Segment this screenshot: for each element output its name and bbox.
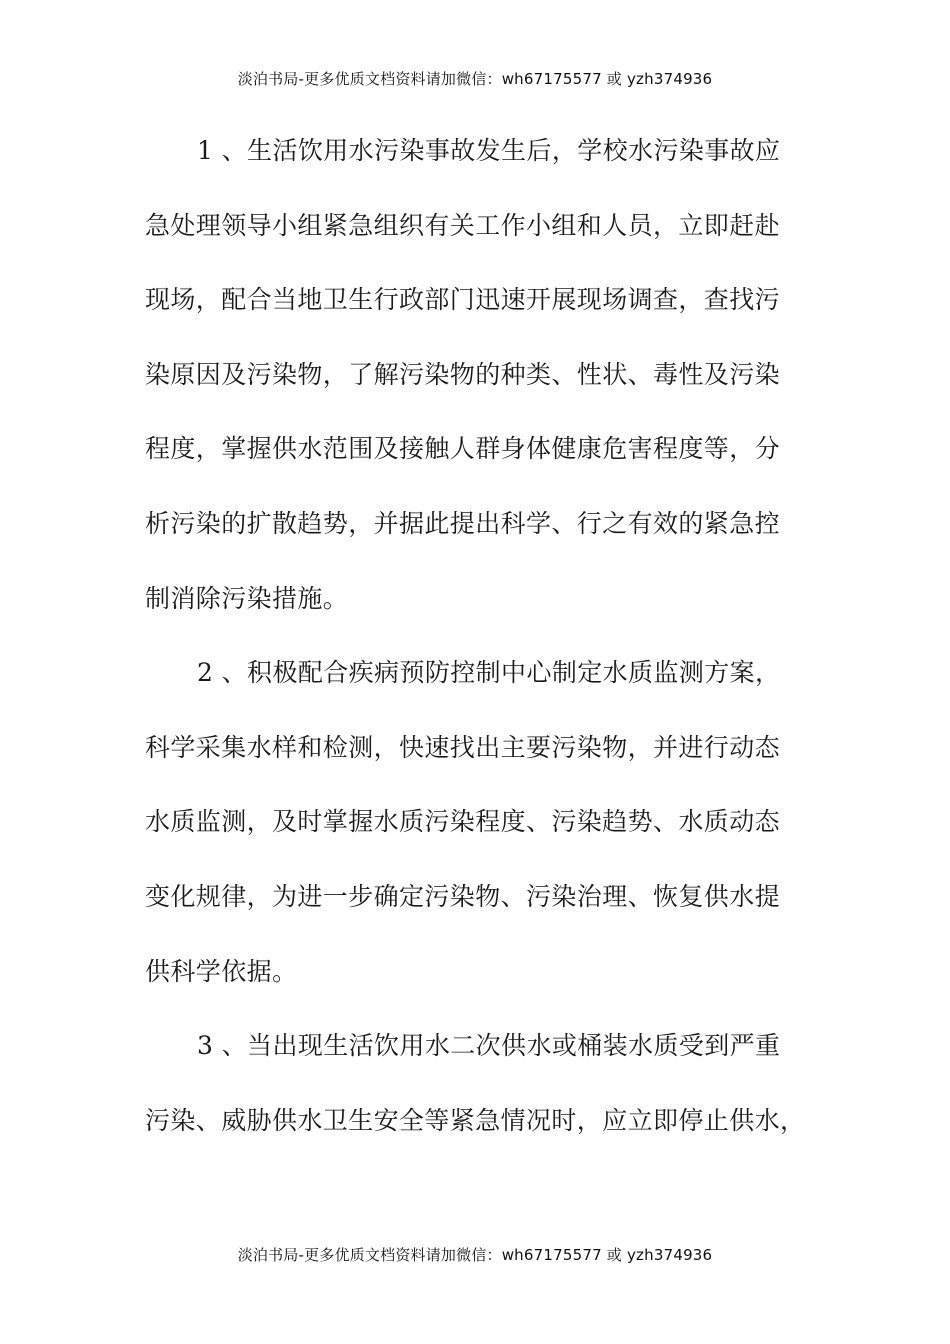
paragraph-line: 程度，掌握供水范围及接触人群身体健康危害程度等，分	[145, 434, 781, 464]
page-footer: 淡泊书局-更多优质文档资料请加微信：wh67175577 或 yzh374936	[237, 1246, 713, 1264]
paragraph-1	[145, 128, 795, 650]
paragraph-line: 现场，配合当地卫生行政部门迅速开展现场调查，查找污	[145, 285, 781, 315]
document-body	[145, 128, 806, 1172]
paragraph-line: 水质监测，及时掌握水质污染程度、污染趋势、水质动态	[145, 807, 781, 837]
paragraph-line: 科学采集水样和检测，快速找出主要污染物，并进行动态	[145, 732, 781, 762]
paragraph-line: 1 、生活饮用水污染事故发生后，学校水污染事故应	[197, 136, 781, 165]
paragraph-3	[145, 1023, 806, 1172]
paragraph-line: 供科学依据。	[145, 956, 298, 986]
paragraph-line: 急处理领导小组紧急组织有关工作小组和人员，立即赶赴	[145, 210, 781, 240]
paragraph-line: 变化规律，为进一步确定污染物、污染治理、恢复供水提	[145, 881, 781, 911]
page-header: 淡泊书局-更多优质文档资料请加微信：wh67175577 或 yzh374936	[237, 70, 713, 88]
paragraph-line: 2 、积极配合疾病预防控制中心制定水质监测方案，	[197, 658, 781, 688]
paragraph-line: 染原因及污染物，了解污染物的种类、性状、毒性及污染	[145, 359, 781, 389]
paragraph-line: 析污染的扩散趋势，并据此提出科学、行之有效的紧急控	[145, 508, 781, 538]
paragraph-2	[145, 650, 795, 1023]
paragraph-line: 污染、威胁供水卫生安全等紧急情况时，应立即停止供水，	[145, 1105, 806, 1135]
paragraph-line: 3 、当出现生活饮用水二次供水或桶装水质受到严重	[197, 1031, 781, 1061]
paragraph-line: 制消除污染措施。	[145, 583, 349, 613]
